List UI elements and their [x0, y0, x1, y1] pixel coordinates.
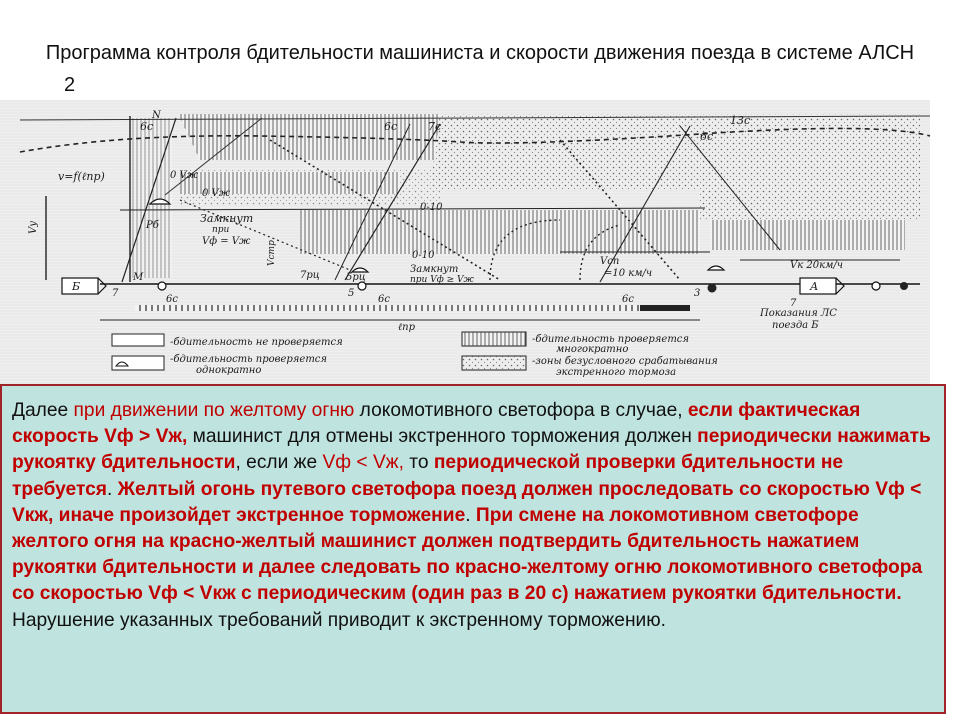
label-rb: Рб — [146, 220, 159, 231]
legend-swatch-no-check — [112, 334, 164, 346]
zone-right-dots — [700, 160, 920, 220]
label-6c-b: 6с — [384, 120, 398, 133]
slide-number: 2 — [64, 74, 76, 96]
label-0-10-b: 0-10 — [412, 250, 435, 261]
legend-multi-check: -бдительность проверяется — [532, 334, 690, 345]
text-seg-15: Нарушение указанных требований приводит к экстренному торможению. — [12, 609, 666, 631]
signal-lamp-mid — [358, 282, 366, 290]
legend-no-check: -бдительность не проверяется — [170, 337, 343, 348]
label-5: 5 — [348, 288, 355, 299]
label-6c-a: 6с — [140, 120, 154, 133]
label-13c: 13с — [730, 114, 751, 127]
text-seg-11: . — [106, 478, 118, 500]
label-pri-2: при Vф ≥ Vж — [410, 275, 474, 285]
label-pokazaniya: Показания ЛС — [760, 308, 837, 319]
legend-swatch-multi — [462, 332, 526, 346]
text-seg-10: периодической проверки бдительности не требуется — [12, 452, 844, 500]
label-6c-d: 6с — [166, 294, 178, 305]
label-vsp: Vсп — [600, 256, 620, 267]
text-seg-14: При смене на локомотивном светофоре желтого огня на красно-желтый машинист должен подтвердить бдительность нажатием рукоятки бдительности и далее следовать по красно-желтому огню локомотивного светофора со скоростью Vф < Vкж с периодическим (один раз в 20 с) нажатием рукоятки бдительности. — [12, 504, 923, 605]
slide-title: Программа контроля бдительности машиниста и скорости движения поезда в системе АЛСН — [45, 42, 915, 64]
legend-multi-check-2: многократно — [556, 344, 629, 355]
signal-lamp-left — [158, 282, 166, 290]
alsn-vigilance-diagram — [0, 100, 960, 386]
label-zero-vzh: 0 Vж — [202, 188, 231, 199]
label-lnp: ℓпр — [398, 322, 416, 333]
label-m: M — [133, 272, 144, 283]
label-7-right: 7 — [790, 298, 797, 309]
legend-single-check-2: однократно — [196, 365, 262, 376]
label-6c-e: 6с — [378, 294, 390, 305]
label-zamknut-2: Замкнут — [410, 264, 459, 275]
label-vk: Vк 20км/ч — [790, 260, 843, 271]
label-poezda: поезда Б — [772, 320, 819, 331]
signal-lamp-right — [708, 284, 717, 293]
label-vzh-small: 0 Vж — [170, 170, 199, 181]
text-seg-13: . — [465, 504, 476, 526]
explanation-textbox — [0, 384, 946, 714]
label-5pc: 5рц — [346, 272, 366, 283]
label-signal-b: Б — [72, 280, 81, 293]
text-seg-3: локомотивного светофора в случае, — [354, 400, 688, 421]
text-seg-7: , если же — [235, 452, 323, 474]
text-seg-5: машинист для отмены экстренного торможения должен — [187, 426, 698, 448]
text-seg-2: при движении по желтому огню — [73, 400, 355, 421]
zone-right-hatch — [710, 220, 905, 250]
text-seg-8: Vф < Vж, — [322, 452, 404, 474]
label-vy: Vу — [28, 220, 39, 234]
zone-no-check — [132, 118, 172, 278]
signal-a-lamp — [872, 282, 880, 290]
label-6c-f: 6с — [622, 294, 634, 305]
label-3: 3 — [694, 288, 701, 299]
label-n: N — [152, 110, 161, 121]
text-seg-1: Далее — [12, 400, 74, 421]
text-seg-4: если фактическая скорость Vф > Vж, — [12, 400, 861, 448]
label-6c-c: 6с — [700, 130, 714, 143]
label-7-left: 7 — [112, 288, 119, 299]
label-v-formula: v=f(ℓпр) — [58, 170, 105, 183]
label-zamknut-1: Замкнут — [200, 212, 254, 225]
text-seg-6: периодически нажимать рукоятку бдительности — [12, 426, 931, 474]
label-7c: 7с — [428, 120, 442, 133]
label-vstr: Vстр — [267, 240, 277, 266]
legend-single-check: -бдительность проверяется — [170, 354, 328, 365]
text-seg-9: то — [403, 452, 434, 474]
text-seg-12: Желтый огонь путевого светофора поезд должен проследовать со скоростью Vф < Vкж, иначе произойдет экстренное торможение — [12, 478, 922, 526]
legend-emergency: -зоны безусловного срабатывания — [532, 356, 718, 367]
label-vf-vzh: Vф = Vж — [202, 236, 251, 247]
legend-swatch-emergency — [462, 356, 526, 370]
label-7pc: 7рц — [300, 270, 320, 281]
label-pri-1: при — [212, 225, 230, 235]
zone-multi-check-b — [300, 210, 700, 254]
label-vsp-value: =10 км/ч — [604, 268, 653, 279]
occupancy-bar-end — [640, 305, 690, 311]
occupancy-bar — [135, 305, 690, 311]
signal-a-lamp-dark — [900, 282, 908, 290]
legend-emergency-2: экстренного тормоза — [556, 367, 677, 378]
label-signal-a: А — [810, 280, 819, 293]
label-0-10-a: 0-10 — [420, 202, 443, 213]
